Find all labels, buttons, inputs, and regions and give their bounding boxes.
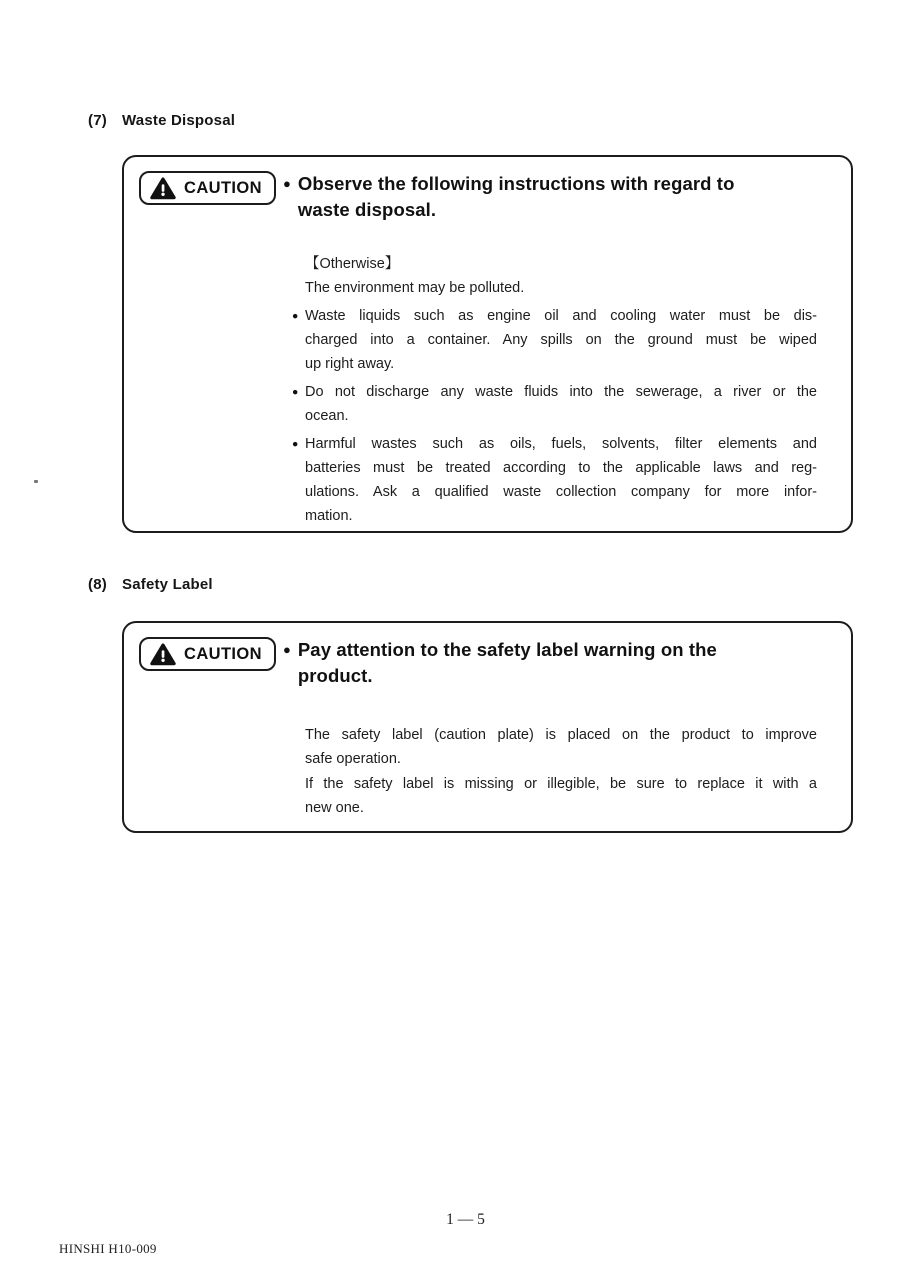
waste-bullet-item-1 <box>292 304 817 376</box>
bullet-line: Harmful wastes such as oils, fuels, solvents, filter elements and <box>305 436 817 452</box>
paragraph-line: safe operation. <box>305 751 401 767</box>
safety-label-caution-box <box>122 621 853 833</box>
bullet-icon: ● <box>292 310 299 322</box>
headline-line: waste disposal. <box>297 199 437 220</box>
section-7-number: (7) <box>88 112 107 129</box>
headline-line: product. <box>297 665 373 686</box>
bullet-icon: ● <box>292 438 299 450</box>
safety-paragraph-1 <box>305 723 817 771</box>
waste-body-text <box>292 252 817 528</box>
waste-bullet-item-3 <box>292 432 817 528</box>
paragraph-line: new one. <box>305 800 364 816</box>
paragraph-line: The safety label (caution plate) is placed on the product to improve <box>305 727 817 743</box>
headline-line: Pay attention to the safety label warning on the <box>297 639 717 660</box>
section-7-title: Waste Disposal <box>122 112 236 129</box>
section-7-heading <box>88 112 235 129</box>
headline-line: Observe the following instructions with regard to <box>297 173 735 194</box>
page-number: 1 — 5 <box>446 1211 485 1228</box>
waste-headline-text <box>298 171 735 223</box>
section-8-heading <box>88 576 213 593</box>
bullet-line: up right away. <box>305 356 395 372</box>
safety-paragraph-2 <box>305 772 817 820</box>
bullet-line: ocean. <box>305 408 349 424</box>
safety-headline-text <box>298 637 717 689</box>
bullet-icon: ● <box>292 386 299 398</box>
warning-triangle-icon <box>150 643 176 666</box>
section-8-number: (8) <box>88 576 107 593</box>
caution-badge-label: CAUTION <box>184 644 262 663</box>
bullet-icon: ● <box>283 642 291 657</box>
scan-speck-artifact <box>34 480 38 483</box>
document-code: HINSHI H10-009 <box>59 1241 157 1256</box>
consequence-text: The environment may be polluted. <box>305 280 525 296</box>
bullet-line: Do not discharge any waste fluids into the sewerage, a river or the <box>305 384 817 400</box>
bullet-icon: ● <box>283 176 291 191</box>
waste-bullet-item-2 <box>292 380 817 428</box>
caution-badge <box>139 637 276 671</box>
otherwise-label: 【Otherwise】 <box>305 256 400 272</box>
waste-headline <box>283 171 823 223</box>
waste-disposal-caution-box <box>122 155 853 533</box>
caution-badge <box>139 171 276 205</box>
caution-badge-label: CAUTION <box>184 178 262 197</box>
section-8-title: Safety Label <box>122 576 213 593</box>
warning-triangle-icon <box>150 177 176 200</box>
paragraph-line: If the safety label is missing or illegible, be sure to replace it with a <box>305 776 817 792</box>
bullet-line: mation. <box>305 508 353 524</box>
bullet-line: ulations. Ask a qualified waste collection company for more infor- <box>305 484 817 500</box>
safety-headline <box>283 637 823 689</box>
bullet-line: Waste liquids such as engine oil and cooling water must be dis- <box>305 308 817 324</box>
bullet-line: charged into a container. Any spills on the ground must be wiped <box>305 332 817 348</box>
safety-body-text <box>305 722 817 820</box>
bullet-line: batteries must be treated according to the applicable laws and reg- <box>305 460 817 476</box>
